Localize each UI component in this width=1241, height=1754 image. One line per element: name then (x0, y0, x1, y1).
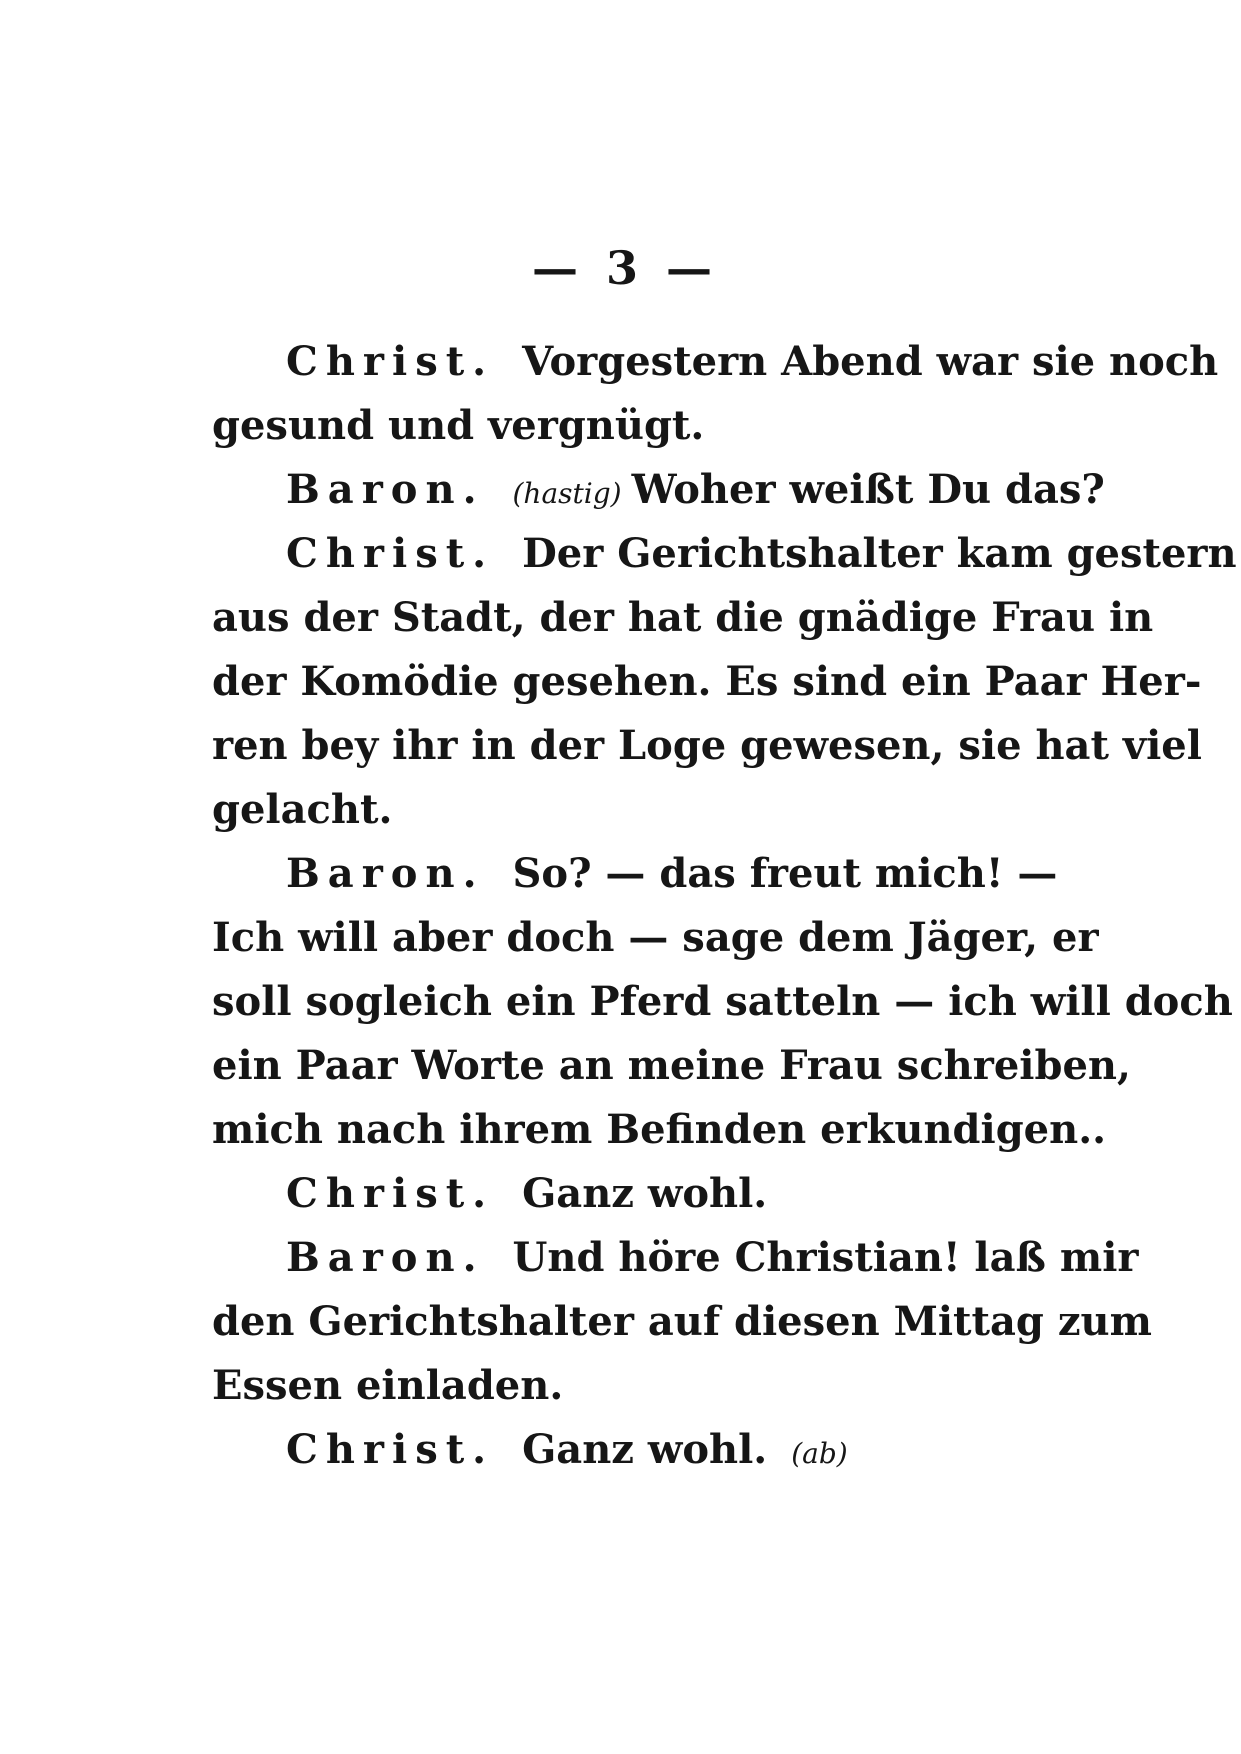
line-text: der Komödie gesehen. Es sind ein Paar Her- (212, 658, 1202, 705)
text-line (212, 458, 1105, 522)
text-line (212, 842, 1058, 906)
line-text: Vorgestern Abend war sie noch (522, 338, 1219, 385)
speaker-name: Christ. (286, 338, 495, 385)
line-text: Und höre Christian! laß mir (512, 1234, 1139, 1281)
line-text: gelacht. (212, 786, 393, 833)
text-line (212, 330, 1219, 394)
text-line (212, 1354, 1036, 1418)
text-line (212, 778, 1036, 842)
line-text: Essen einladen. (212, 1362, 564, 1409)
page-number: — 3 — (531, 241, 719, 295)
text-line (212, 1162, 1036, 1226)
line-text: Ich will aber doch — sage dem Jäger, er (212, 914, 1099, 961)
text-line (212, 522, 1237, 586)
text-line (212, 1034, 1131, 1098)
text-line (212, 650, 1202, 714)
text-line (212, 1418, 1036, 1482)
line-text: soll sogleich ein Pferd satteln — ich will doch (212, 978, 1233, 1025)
line-text: gesund und vergnügt. (212, 402, 705, 449)
line-text: aus der Stadt, der hat die gnädige Frau in (212, 594, 1154, 641)
text-line (212, 714, 1202, 778)
text-line (212, 1290, 1152, 1354)
line-text: Der Gerichtshalter kam gestern (522, 530, 1237, 577)
line-text: ren bey ihr in der Loge gewesen, sie hat viel (212, 722, 1202, 769)
stage-direction: (hastig) (512, 477, 622, 510)
text-line (212, 586, 1154, 650)
dialogue-text (212, 330, 1237, 1482)
text-line (212, 1226, 1139, 1290)
speaker-name: Christ. (286, 1170, 495, 1217)
speaker-name: Christ. (286, 1426, 495, 1473)
speaker-name: Baron. (286, 466, 485, 513)
line-text: ein Paar Worte an meine Frau schreiben, (212, 1042, 1131, 1089)
stage-direction: (ab) (791, 1437, 848, 1470)
text-line (212, 394, 1036, 458)
text-line (212, 1098, 1107, 1162)
line-text: Woher weißt Du das? (631, 466, 1105, 513)
line-text: mich nach ihrem Befinden erkundigen.. (212, 1106, 1107, 1153)
speaker-name: Christ. (286, 530, 495, 577)
text-line (212, 970, 1233, 1034)
text-line (212, 906, 1099, 970)
line-text: den Gerichtshalter auf diesen Mittag zum (212, 1298, 1152, 1345)
line-text: So? — das freut mich! — (512, 850, 1058, 897)
speaker-name: Baron. (286, 1234, 485, 1281)
speaker-name: Baron. (286, 850, 485, 897)
line-text: Ganz wohl. (522, 1426, 768, 1473)
line-text: Ganz wohl. (522, 1170, 768, 1217)
